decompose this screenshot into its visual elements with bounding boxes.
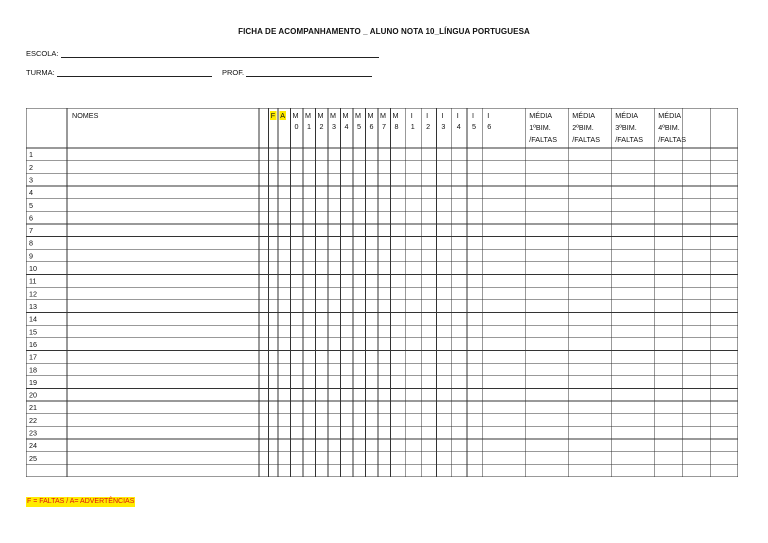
header-f: F [270, 111, 276, 120]
header-m0-top: M [292, 111, 299, 120]
row-number-9: 9 [29, 251, 33, 261]
row-number-21: 21 [29, 403, 37, 413]
header-media-bim4-line2: 4ºBIM. [658, 123, 680, 132]
row-number-13: 13 [29, 302, 37, 311]
header-m2-index: 2 [319, 122, 324, 131]
row-number-20: 20 [29, 390, 37, 400]
header-media-bim4-line3: /FALTAS [658, 135, 687, 144]
header-m7-top: M [380, 111, 386, 120]
row-number-18: 18 [29, 365, 37, 375]
header-i4-top: I [456, 111, 459, 120]
header-m4-top: M [342, 111, 349, 120]
header-m7-index: 7 [382, 122, 386, 131]
prof-field[interactable] [222, 68, 372, 77]
header-i2-top: I [426, 111, 429, 120]
header-media-bim1-line2: 1ºBIM. [529, 123, 551, 132]
header-i5-top: I [472, 111, 474, 120]
row-number-16: 16 [29, 339, 37, 349]
header-i6-top: I [487, 111, 490, 120]
header-i2-index: 2 [426, 122, 431, 131]
legend-note: F = FALTAS / A= ADVERTÊNCIAS [27, 498, 135, 505]
header-i6-index: 6 [487, 122, 492, 131]
row-number-25: 25 [29, 453, 37, 463]
row-number-2: 2 [29, 162, 33, 172]
row-number-3: 3 [29, 175, 33, 185]
escola-field[interactable] [26, 49, 379, 58]
row-number-12: 12 [29, 289, 37, 299]
row-number-10: 10 [29, 264, 37, 274]
prof-label: PROF. [222, 68, 245, 77]
turma-blank-line[interactable] [57, 68, 212, 77]
row-number-5: 5 [29, 200, 33, 210]
turma-field[interactable] [26, 68, 212, 77]
row-number-15: 15 [29, 327, 37, 337]
row-number-4: 4 [29, 188, 33, 198]
header-i4-index: 4 [456, 122, 461, 131]
prof-blank-line[interactable] [246, 68, 372, 77]
header-media-bim1-line1: MÉDIA [529, 111, 553, 120]
header-m5-top: M [355, 111, 361, 120]
header-a: A [280, 111, 285, 120]
header-m6-index: 6 [369, 122, 374, 131]
header-m0-index: 0 [294, 122, 299, 131]
header-i3-index: 3 [441, 122, 446, 131]
header-media-bim3-line3: /FALTAS [615, 135, 644, 144]
row-number-22: 22 [29, 415, 37, 425]
row-number-14: 14 [29, 314, 37, 324]
form-title: FICHA DE ACOMPANHAMENTO _ ALUNO NOTA 10_LÍNGUA PORTUGUESA [238, 27, 530, 36]
row-number-7: 7 [29, 226, 33, 236]
escola-blank-line[interactable] [61, 49, 379, 58]
header-media-bim4-line1: MÉDIA [658, 111, 682, 120]
header-m5-index: 5 [357, 122, 361, 131]
header-m2-top: M [317, 111, 324, 120]
header-media-bim3-line1: MÉDIA [615, 111, 639, 120]
header-i1-top: I [410, 111, 413, 120]
header-media-bim2-line1: MÉDIA [572, 111, 596, 120]
row-number-17: 17 [29, 352, 37, 362]
header-i3-top: I [441, 111, 444, 120]
student-tracking-table [26, 108, 738, 477]
header-media-bim3-line2: 3ºBIM. [615, 123, 637, 132]
header-media-bim1-line3: /FALTAS [529, 135, 558, 144]
row-number-8: 8 [29, 238, 33, 248]
row-number-11: 11 [29, 276, 37, 286]
header-i1-index: 1 [410, 122, 415, 131]
row-number-6: 6 [29, 213, 33, 223]
row-number-19: 19 [29, 377, 37, 387]
header-m3-top: M [330, 111, 336, 120]
row-number-24: 24 [29, 441, 37, 451]
header-media-bim2-line3: /FALTAS [572, 135, 601, 144]
header-m1-index: 1 [307, 122, 311, 131]
header-m8-index: 8 [394, 122, 399, 131]
header-m3-index: 3 [332, 122, 336, 131]
header-m8-top: M [392, 111, 399, 120]
row-number-23: 23 [29, 428, 37, 438]
header-m1-top: M [305, 111, 311, 120]
header-m4-index: 4 [344, 122, 349, 131]
header-nomes: NOMES [72, 111, 99, 120]
header-media-bim2-line2: 2ºBIM. [572, 123, 594, 132]
escola-label: ESCOLA: [26, 49, 59, 58]
turma-label: TURMA: [26, 68, 55, 77]
header-m6-top: M [367, 111, 374, 120]
header-i5-index: 5 [472, 122, 476, 131]
row-number-1: 1 [29, 150, 33, 160]
